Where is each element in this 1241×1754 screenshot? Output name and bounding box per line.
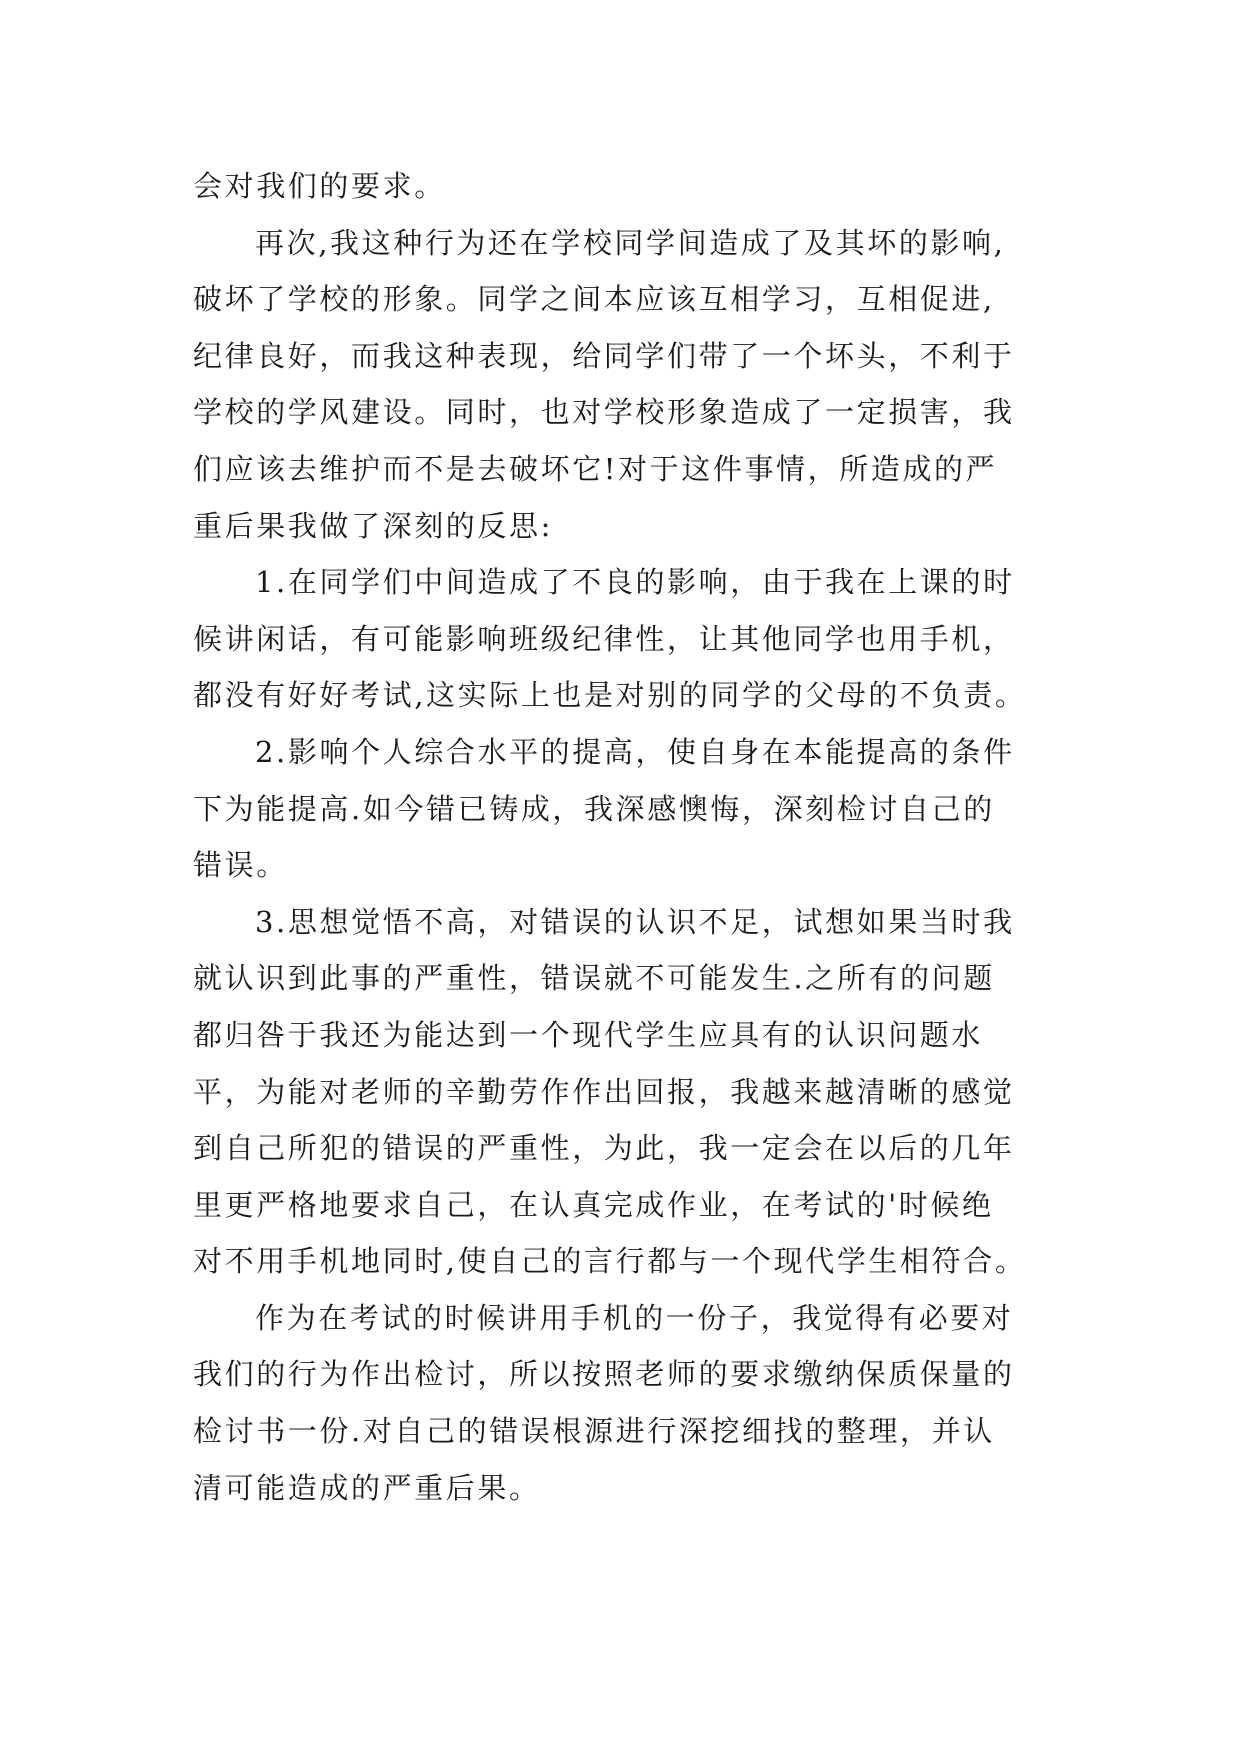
text-line: 会对我们的要求。: [193, 169, 446, 203]
document-body: [193, 158, 1053, 1516]
text-line: 破坏了学校的形象。同学之间本应该互相学习，互相促进,: [193, 282, 995, 317]
text-line: 都归咎于我还为能达到一个现代学生应具有的认识问题水: [193, 1017, 984, 1052]
text-line: 重后果我做了深刻的反思:: [193, 508, 553, 543]
text-line: 到自己所犯的错误的严重性，为此，我一定会在以后的几年: [193, 1131, 1015, 1166]
text-line: 纪律良好，而我这种表现，给同学们带了一个坏头，不利于: [193, 338, 1015, 373]
text-line: 里更严格地要求自己，在认真完成作业，在考试的'时候绝: [193, 1187, 994, 1222]
text-line: 再次,我这种行为还在学校同学间造成了及其坏的影响,: [255, 225, 1006, 260]
text-line: 就认识到此事的严重性，错误就不可能发生.之所有的问题: [193, 961, 995, 996]
text-line: 我们的行为作出检讨，所以按照老师的要求缴纳保质保量的: [193, 1357, 1015, 1392]
text-line: 对不用手机地同时,使自己的言行都与一个现代学生相符合。: [193, 1244, 1027, 1279]
text-line: 清可能造成的严重后果。: [193, 1470, 541, 1505]
text-line: 都没有好好考试,这实际上也是对别的同学的父母的不负责。: [193, 678, 1027, 713]
text-line: 3.思想觉悟不高，对错误的认识不足，试想如果当时我: [255, 904, 1015, 939]
text-line: 1.在同学们中间造成了不良的影响，由于我在上课的时: [255, 565, 1015, 600]
text-line: 学校的学风建设。同时，也对学校形象造成了一定损害，我: [193, 395, 1015, 430]
text-line: 作为在考试的时候讲用手机的一份子，我觉得有必要对: [255, 1300, 1014, 1335]
text-line: 错误。: [193, 848, 288, 883]
text-line: 候讲闲话，有可能影响班级纪律性，让其他同学也用手机，: [193, 621, 1015, 656]
text-line: 平，为能对老师的辛勤劳作作出回报，我越来越清晰的感觉: [193, 1074, 1015, 1109]
text-line: 下为能提高.如今错已铸成，我深感懊悔，深刻检讨自己的: [193, 791, 995, 826]
text-line: 检讨书一份.对自己的错误根源进行深挖细找的整理，并认: [193, 1414, 995, 1449]
text-line: 们应该去维护而不是去破坏它!对于这件事情，所造成的严: [193, 451, 998, 486]
text-line: 2.影响个人综合水平的提高，使自身在本能提高的条件: [255, 734, 1015, 769]
